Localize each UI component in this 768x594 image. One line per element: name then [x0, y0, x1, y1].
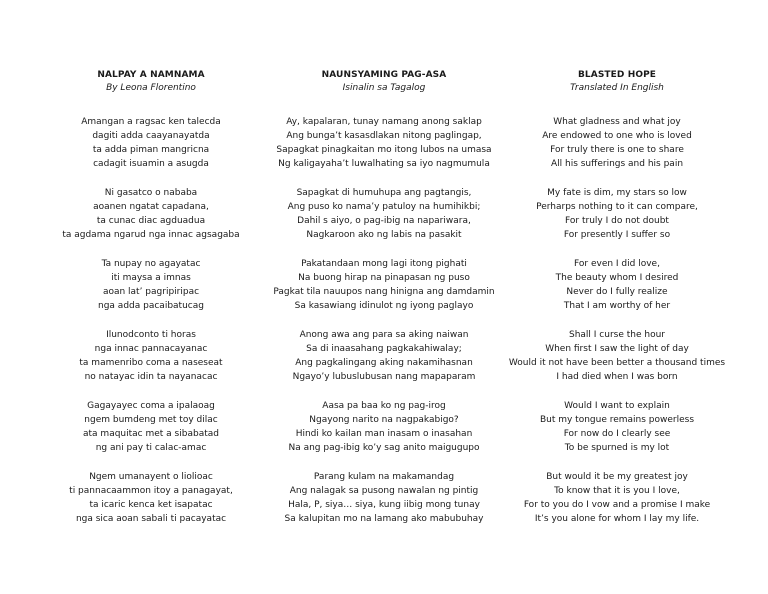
verse-line: Sa kalupitan mo na lamang ako mabubuhay [284, 514, 484, 524]
verse-line: Dahil s aiyo, o pag-ibig na napariwara, [297, 216, 471, 226]
verse-line: Sapagkat di humuhupa ang pagtangis, [296, 188, 472, 198]
stanza [506, 328, 728, 384]
verse-line: Ta nupay no agayatac [101, 259, 201, 269]
verse-line: ngem bumdeng met toy dilac [84, 415, 218, 425]
verse-line: ng ani pay ti calac-amac [95, 443, 207, 453]
verse-line: Would it not have been better a thousand times [508, 358, 726, 368]
poem-title: NALPAY A NAMNAMA [97, 70, 205, 80]
verse-line: Hala, P, siya… siya, kung iibig mong tunay [288, 500, 480, 510]
verse-line: Sa kasawiang idinulot ng iyong paglayo [294, 301, 474, 311]
verse-line: ata maquitac met a sibabatad [83, 429, 219, 439]
verse-line: Pakatandaan mong lagi itong pighati [301, 259, 467, 269]
verse-line: Perharps nothing to it can compare, [536, 202, 698, 212]
poem-byline: By Leona Florentino [106, 83, 196, 93]
stanza [506, 257, 728, 313]
verse-line: Ngayo’y lubuslubusan nang mapaparam [292, 372, 476, 382]
verse-line: Sa di inaasahang pagkakahiwalay; [306, 344, 462, 354]
verse-line: Ngem umanayent o liolioac [89, 472, 213, 482]
stanza [262, 186, 506, 242]
verse-line: I had died when I was born [556, 372, 678, 382]
verse-line: The beauty whom I desired [555, 273, 679, 283]
stanza [506, 470, 728, 526]
verse-line: For even I did love, [574, 259, 660, 269]
verse-line: Ang nalagak sa pusong nawalan ng pintig [289, 486, 479, 496]
verse-line: What gladness and what joy [553, 117, 681, 127]
stanza [262, 328, 506, 384]
verse-line: Anong awa ang para sa aking naiwan [299, 330, 469, 340]
verse-line: It’s you alone for whom I lay my life. [534, 514, 700, 524]
stanza [40, 186, 262, 242]
verse-line: Na ang pag-ibig ko’y sag anito maigugupo [288, 443, 480, 453]
stanza [40, 257, 262, 313]
poem-column-tagalog [262, 69, 506, 541]
verse-line: Gagayayec coma a ipalaoag [87, 401, 215, 411]
verse-line: cadagit isuamin a asugda [93, 159, 209, 169]
verse-line: My fate is dim, my stars so low [547, 188, 687, 198]
stanza [506, 186, 728, 242]
stanza [262, 257, 506, 313]
verse-line: Ay, kapalaran, tunay namang anong saklap [286, 117, 482, 127]
verse-line: Pagkat tila nauupos nang hinigna ang damdamin [273, 287, 495, 297]
verse-line: ta icaric kenca ket isapatac [89, 500, 213, 510]
verse-line: To be spurned is my lot [564, 443, 670, 453]
verse-line: Shall I curse the hour [569, 330, 665, 340]
verse-line: But my tongue remains powerless [539, 415, 695, 425]
verse-line: For presently I suffer so [563, 230, 671, 240]
verse-line: dagiti adda caayanayatda [92, 131, 210, 141]
verse-line: ta cunac diac agduadua [96, 216, 206, 226]
verse-line: iti maysa a imnas [111, 273, 191, 283]
verse-line: Amangan a ragsac ken talecda [81, 117, 221, 127]
verse-line: ta adda piman mangricna [92, 145, 210, 155]
verse-line: Are endowed to one who is loved [542, 131, 692, 141]
poem-column-ilocano [40, 69, 262, 541]
verse-line: Ni gasatco o nababa [104, 188, 198, 198]
verse-line: Aasa pa baa ko ng pag-irog [322, 401, 446, 411]
verse-line: Ang puso ko nama’y patuloy na humihikbi; [287, 202, 481, 212]
verse-line: For truly there is one to share [550, 145, 684, 155]
verse-line: For now do I clearly see [563, 429, 671, 439]
stanza [262, 470, 506, 526]
poem-title: NAUNSYAMING PAG-ASA [321, 70, 447, 80]
stanza [40, 115, 262, 171]
verse-line: nga sica aoan sabali ti pacayatac [75, 514, 227, 524]
verse-line: nga innac pannacayanac [94, 344, 208, 354]
verse-line: ti pannacaammon itoy a panagayat, [69, 486, 233, 496]
stanza [506, 115, 728, 171]
poem-title: BLASTED HOPE [577, 70, 657, 80]
verse-line: no natayac idin ta nayanacac [84, 372, 218, 382]
verse-line: ta mamenribo coma a naseseat [79, 358, 223, 368]
poem-stanzas [262, 115, 506, 526]
verse-line: aoanen ngatat capadana, [93, 202, 209, 212]
stanza [40, 399, 262, 455]
verse-line: All his sufferings and his pain [550, 159, 684, 169]
poem-stanzas [506, 115, 728, 526]
verse-line: Ang bunga’t kasasdlakan nitong paglingap, [286, 131, 482, 141]
verse-line: Ng kaligayaha’t luwalhating sa iyo nagmumula [278, 159, 490, 169]
poem-stanzas [40, 115, 262, 526]
verse-line: Parang kulam na makamandag [313, 472, 455, 482]
verse-line: Sapagkat pinagkaitan mo itong lubos na umasa [276, 145, 492, 155]
poem-byline: Translated In English [570, 83, 664, 93]
verse-line: Nagkaroon ako ng labis na pasakit [306, 230, 462, 240]
poem-byline: Isinalin sa Tagalog [342, 83, 426, 93]
stanza [506, 399, 728, 455]
verse-line: For to you do I vow and a promise I make [523, 500, 711, 510]
verse-line: Would I want to explain [564, 401, 670, 411]
poem-column-english [506, 69, 728, 541]
verse-line: Hindi ko kailan man inasam o inasahan [295, 429, 473, 439]
verse-line: That I am worthy of her [563, 301, 671, 311]
verse-line: When first I saw the light of day [545, 344, 689, 354]
verse-line: Ilunodconto ti horas [106, 330, 196, 340]
stanza [262, 115, 506, 171]
verse-line: To know that it is you I love, [554, 486, 680, 496]
stanza [40, 470, 262, 526]
stanza [262, 399, 506, 455]
verse-line: aoan lat’ pagripiripac [102, 287, 200, 297]
verse-line: Never do I fully realize [566, 287, 668, 297]
verse-line: Ngayong narito na nagpakabigo? [309, 415, 459, 425]
verse-line: Ang pagkalingang aking nakamihasnan [295, 358, 473, 368]
verse-line: nga adda pacaibatucag [98, 301, 204, 311]
verse-line: But would it be my greatest joy [546, 472, 688, 482]
verse-line: ta agdama ngarud nga innac agsagaba [62, 230, 240, 240]
stanza [40, 328, 262, 384]
verse-line: For truly I do not doubt [565, 216, 669, 226]
verse-line: Na buong hirap na pinapasan ng puso [298, 273, 470, 283]
